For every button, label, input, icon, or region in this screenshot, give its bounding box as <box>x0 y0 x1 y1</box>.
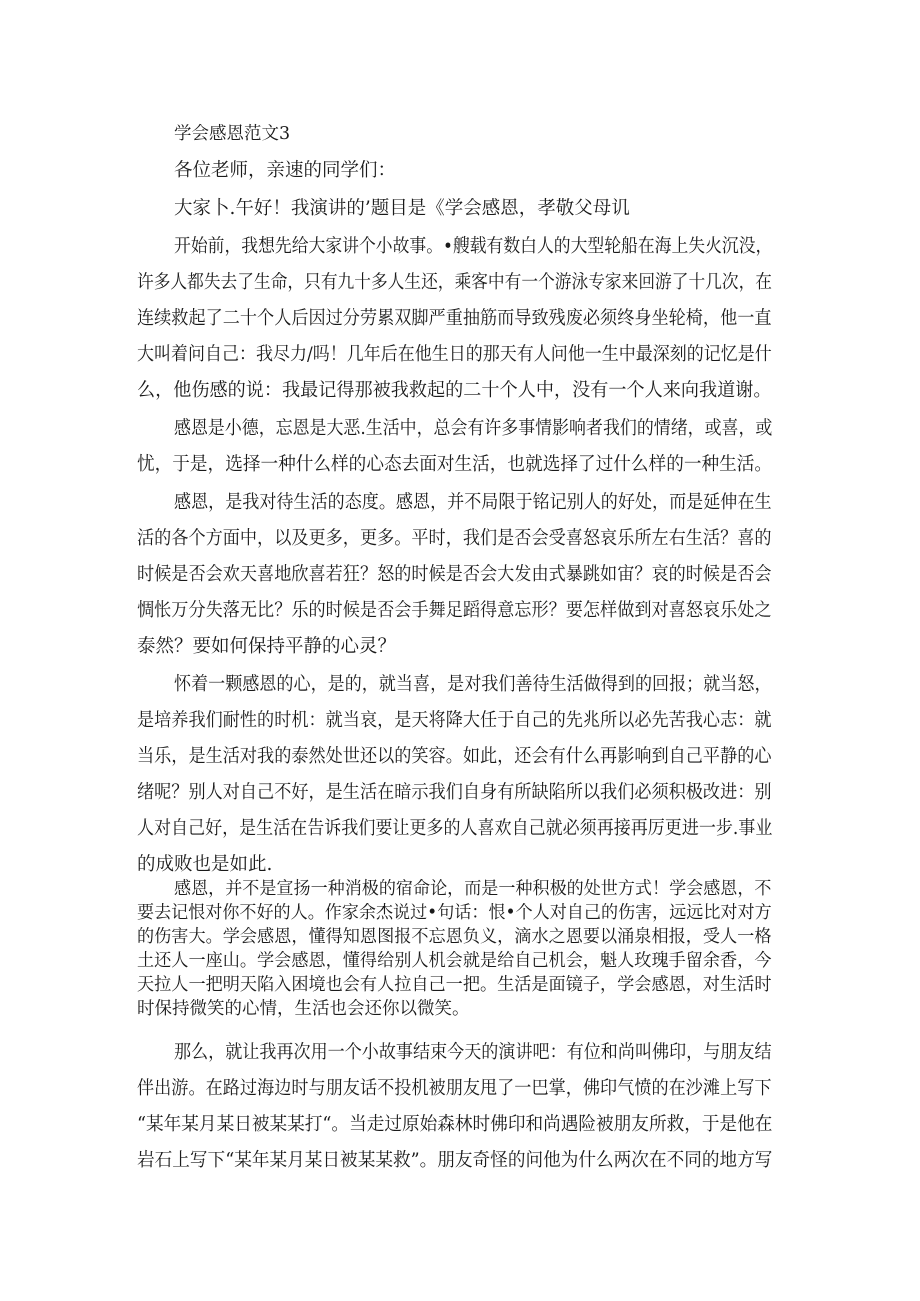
paragraph-4-line-1: 怀着一颗感恩的心，是的，就当喜，是对我们善待生活做得到的回报；就当怒， <box>174 674 772 695</box>
paragraph-3-line-5: 泰然？要如何保持平静的心灵？ <box>137 636 397 657</box>
paragraph-2-line-1: 感恩是小德，忘恩是大恶.生活中，总会有许多事情影响者我们的情绪，或喜，或 <box>174 418 773 439</box>
paragraph-1-line-4: 大叫着问自己：我尽力/吗！几年后在他生日的那天有人问他一生中最深刻的记忆是什 <box>137 344 772 365</box>
paragraph-6-line-1: 那么，就让我再次用一个小故事结束今天的演讲吧：有位和尚叫佛印，与朋友结 <box>174 1042 772 1063</box>
paragraph-6-line-2: 伴出游。在路过海边时与朋友话不投机被朋友甩了一巴掌，佛印气愤的在沙滩上写下 <box>137 1078 772 1099</box>
paragraph-4-line-6: 的成败也是如此. <box>137 854 273 875</box>
opening-line: 大家卜.午好！我演讲的’题目是《学会感恩，孝敬父母讥 <box>174 198 630 219</box>
paragraph-4-line-5: 人对自己好，是生活在告诉我们要让更多的人喜欢自己就必须再接再厉更进一步.事业 <box>137 818 773 839</box>
paragraph-1-line-1: 开始前，我想先给大家讲个小故事。•艘载有数白人的大型轮船在海上失火沉没， <box>174 236 773 257</box>
paragraph-3-line-3: 时候是否会欢天喜地欣喜若狂？怒的时候是否会大发由式暴跳如宙？哀的时候是否会 <box>137 564 772 585</box>
paragraph-5-line-2: 要去记恨对你不好的人。作家余杰说过•句话：恨•个人对自己的伤害，远远比对对方 <box>137 903 772 923</box>
paragraph-3-line-4: 惆怅万分失落无比？乐的时候是否会手舞足蹈得意忘形？要怎样做到对喜怒哀乐处之 <box>137 600 772 621</box>
paragraph-6-line-3: “某年某月某日被某某打“。当走过原始森林时佛印和尚遇险被朋友所救，于是他在 <box>137 1114 773 1135</box>
paragraph-1-line-5: 么，他伤感的说：我最记得那被我救起的二十个人中，没有一个人来向我道谢。 <box>137 380 772 401</box>
paragraph-3-line-2: 活的各个方面中，以及更多，更多。平时，我们是否会受喜怒哀乐所左右生活？喜的 <box>137 528 772 549</box>
paragraph-6-line-4: 岩石上写下“某年某月某日被某某救”。朋友奇怪的问他为什么两次在不同的地方写 <box>137 1150 773 1171</box>
paragraph-4-line-4: 绪呢？别人对自己不好，是生活在暗示我们自身有所缺陷所以我们必须积极改进：别 <box>137 782 772 803</box>
paragraph-5-line-4: 土还人一座山。学会感恩，懂得给别人机会就是给自己机会，魁人玫瑰手留余香，今 <box>137 951 772 971</box>
salutation: 各位老师，亲速的同学们： <box>174 160 397 181</box>
paragraph-4-line-3: 当乐，是生活对我的泰然处世还以的笑容。如此，还会有什么再影响到自己平静的心 <box>137 746 772 767</box>
paragraph-5-line-5: 天拉人一把明天陷入困境也会有人拉自己一把。生活是面镜子，学会感恩，对生活时 <box>137 975 772 995</box>
paragraph-5-line-3: 的伤害大。学会感恩，懂得知恩图报不忘恩负义，滴水之恩要以涌泉相报，受人一格 <box>137 927 772 947</box>
paragraph-2-line-2: 忧，于是，选择一种什么样的心态去面对生活，也就选择了过什么样的一种生活。 <box>137 454 773 475</box>
paragraph-5-line-1: 感恩，并不是宣扬一种消极的宿命论，而是一种积极的处世方式！学会感恩，不 <box>174 879 772 899</box>
document-title: 学会感恩范文3 <box>174 124 291 144</box>
paragraph-1-line-2: 许多人都失去了生命，只有九十多人生还，乘客中有一个游泳专家来回游了十几次，在 <box>137 272 773 293</box>
paragraph-4-line-2: 是培养我们耐性的时机：就当哀，是天将降大任于自己的先兆所以必先苦我心志：就 <box>137 710 772 731</box>
paragraph-1-line-3: 连续救起了二十个人后因过分劳累双脚严重抽筋而导致残废必须终身坐轮椅，他一直 <box>137 308 772 329</box>
paragraph-3-line-1: 感恩，是我对待生活的态度。感恩，并不局限于铭记别人的好处，而是延伸在生 <box>174 492 772 513</box>
paragraph-5-line-6: 时保持微笑的心情，生活也会还你以微笑。 <box>137 999 470 1019</box>
